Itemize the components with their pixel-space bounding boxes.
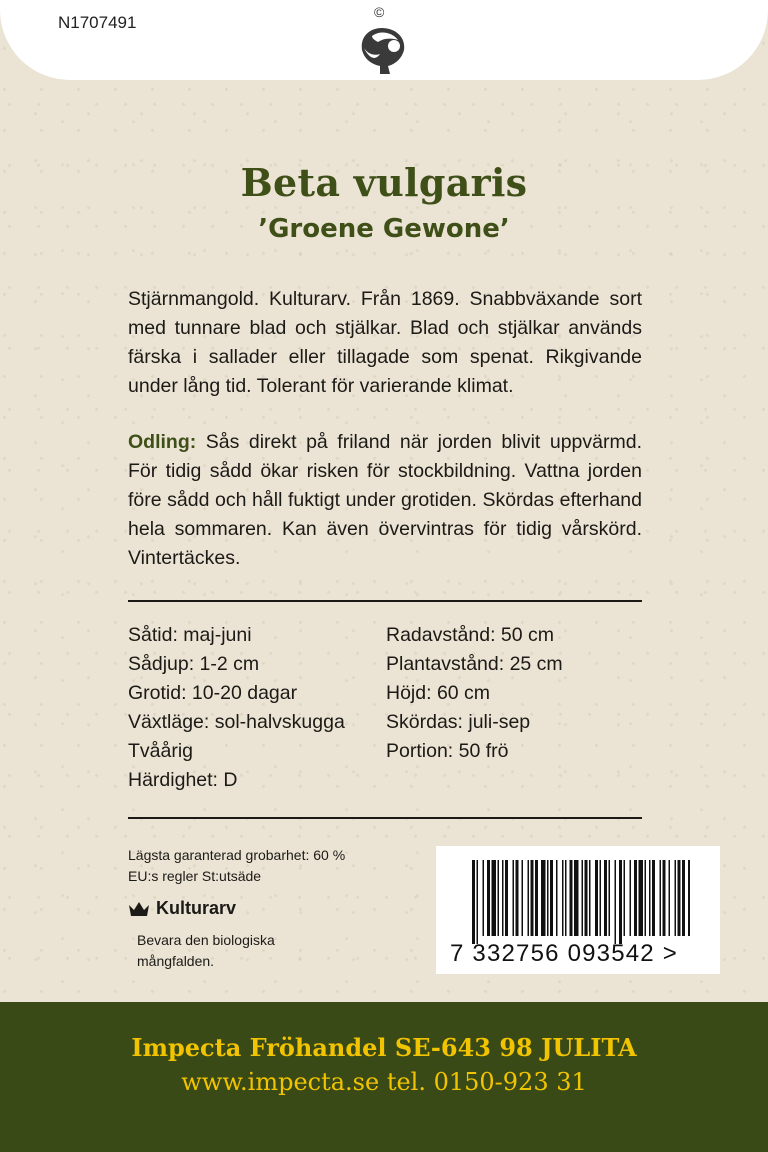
barcode-bar	[487, 860, 490, 936]
barcode-bar	[639, 860, 644, 936]
barcode-bar	[472, 860, 475, 944]
eu-regulation: EU:s regler St:utsäde	[128, 868, 262, 884]
fact-hardiness: Härdighet: D	[128, 769, 238, 791]
barcode-bar	[688, 860, 690, 936]
heritage-text-line: mångfalden.	[137, 953, 215, 969]
fact-plant-spacing: Plantavstånd: 25 cm	[386, 653, 563, 675]
acorn-logo-icon	[352, 6, 412, 78]
barcode-bar	[498, 860, 500, 936]
heritage-text-line: Bevara den biologiska	[137, 932, 275, 948]
barcode-bar	[535, 860, 538, 936]
copyright-symbol: ©	[374, 4, 385, 20]
cultivation-text: Sås direkt på friland när jorden blivit uppvärmd. För tidig sådd ökar risken för stockbildning. Vattna jorden före sådd och håll fuktigt under grotiden. Skördas efterhand hela sommaren. Kan även övervintras för tidig vårskörd. Vintertäckes.	[128, 431, 642, 569]
heritage-badge	[128, 898, 236, 919]
barcode-bar	[595, 860, 598, 936]
botanical-name: Beta vulgaris	[240, 160, 528, 205]
barcode-bar	[502, 860, 504, 936]
article-code: N1707491	[58, 13, 137, 32]
barcode-bar	[516, 860, 519, 936]
barcode-bar	[682, 860, 685, 936]
heritage-text	[137, 930, 275, 972]
fact-sowing-depth: Sådjup: 1-2 cm	[128, 653, 260, 675]
barcode-bar	[505, 860, 508, 936]
sowing-facts-right	[386, 621, 563, 766]
barcode-bar	[678, 860, 681, 936]
barcode-bar	[604, 860, 607, 936]
barcode-bar	[645, 860, 647, 936]
barcode-bar	[492, 860, 497, 936]
regulatory-notes	[128, 845, 345, 887]
barcode-bar	[669, 860, 671, 936]
fact-lifecycle: Tvåårig	[128, 740, 194, 762]
barcode-bar	[522, 860, 524, 936]
heritage-label: Kulturarv	[156, 898, 237, 918]
barcode-bar	[547, 860, 549, 936]
barcode-bar	[513, 860, 515, 936]
fact-position: Växtläge: sol-halvskugga	[128, 711, 345, 733]
barcode-bar	[589, 860, 591, 936]
fact-sowing-time: Såtid: maj-juni	[128, 624, 252, 646]
barcode-bar	[660, 860, 662, 936]
barcode-bar	[624, 860, 626, 936]
cultivar-name: ’Groene Gewone’	[258, 214, 510, 244]
barcode-bar	[663, 860, 666, 936]
barcode-bar	[585, 860, 588, 936]
barcode-digits: 7 332756 093542 >	[450, 940, 678, 967]
barcode-bar	[582, 860, 584, 936]
barcode-bar	[565, 860, 567, 936]
barcode-bar	[675, 860, 677, 936]
barcode-bar	[556, 860, 558, 936]
sowing-facts-left	[128, 621, 345, 795]
divider	[128, 817, 642, 819]
divider	[128, 600, 642, 602]
barcode-bar	[477, 860, 479, 944]
fact-height: Höjd: 60 cm	[386, 682, 491, 704]
fact-portion: Portion: 50 frö	[386, 740, 509, 762]
company-address: Impecta Fröhandel SE-643 98 JULITA	[131, 1033, 637, 1062]
barcode-bar	[483, 860, 485, 936]
barcode-bar	[541, 860, 546, 936]
barcode-bar	[570, 860, 573, 936]
fact-harvest: Skördas: juli-sep	[386, 711, 531, 733]
barcode-bar	[600, 860, 602, 936]
barcode-bar	[619, 860, 622, 944]
barcode-bar	[531, 860, 534, 936]
barcode-bar	[574, 860, 579, 936]
barcode-bar	[615, 860, 617, 944]
cultivation-paragraph	[128, 428, 642, 573]
barcode-bar	[649, 860, 651, 936]
barcode-bar	[652, 860, 655, 936]
barcode-bar	[634, 860, 637, 936]
barcode-bar	[562, 860, 564, 936]
crown-icon	[128, 901, 150, 917]
germination-guarantee: Lägsta garanterad grobarhet: 60 %	[128, 847, 346, 863]
cultivation-label: Odling:	[128, 431, 197, 453]
barcode-bar	[630, 860, 632, 936]
fact-row-spacing: Radavstånd: 50 cm	[386, 624, 555, 646]
company-contact: www.impecta.se tel. 0150-923 31	[181, 1068, 587, 1096]
barcode-bars	[472, 860, 690, 944]
barcode-bar	[609, 860, 611, 936]
barcode	[436, 846, 720, 974]
barcode-bar	[550, 860, 553, 936]
variety-description: Stjärnmangold. Kulturarv. Från 1869. Snabbväxande sort med tunnare blad och stjälkar. Blad och stjälkar används färska i sallader eller tillagade som spenat. Rikgivande under lång tid. Tolerant för varierande klimat.	[128, 288, 642, 397]
barcode-bar	[528, 860, 530, 936]
fact-germination-time: Grotid: 10-20 dagar	[128, 682, 298, 704]
